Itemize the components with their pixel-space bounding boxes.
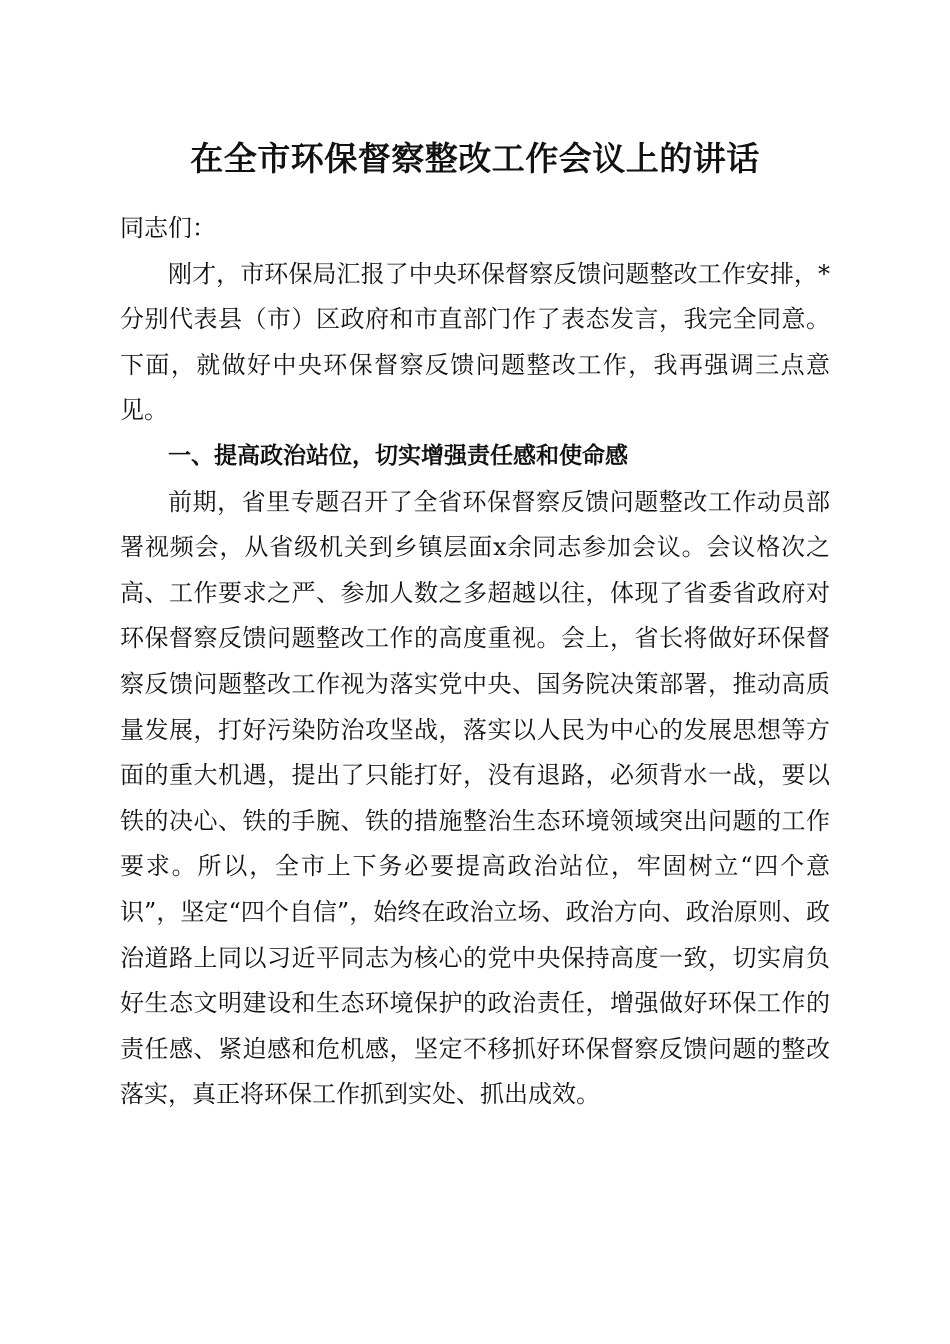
document-body xyxy=(120,206,830,1118)
document-title: 在全市环保督察整改工作会议上的讲话 xyxy=(190,139,760,178)
greeting: 同志们： xyxy=(120,214,216,242)
section-heading-1: 一、提高政治站位，切实增强责任感和使命感 xyxy=(168,442,628,469)
intro-paragraph: 刚才，市环保局汇报了中央环保督察反馈问题整改工作安排，*分别代表县（市）区政府和市直部门作了表态发言，我完全同意。下面，就做好中央环保督察反馈问题整改工作，我再强调三点意见。 xyxy=(120,259,830,425)
section-1-paragraph: 前期，省里专题召开了全省环保督察反馈问题整改工作动员部署视频会，从省级机关到乡镇层面x余同志参加会议。会议格次之高、工作要求之严、参加人数之多超越以往，体现了省委省政府对环保督察反馈问题整改工作的高度重视。会上，省长将做好环保督察反馈问题整改工作视为落实党中央、国务院决策部署，推动高质量发展，打好污染防治攻坚战，落实以人民为中心的发展思想等方面的重大机遇，提出了只能打好，没有退路，必须背水一战，要以铁的决心、铁的手腕、铁的措施整治生态环境领域突出问题的工作要求。所以，全市上下务必要提高政治站位，牢固树立“四个意识”，坚定“四个自信”，始终在政治立场、政治方向、政治原则、政治道路上同以习近平同志为核心的党中央保持高度一致，切实肩负好生态文明建设和生态环境保护的政治责任，增强做好环保工作的责任感、紧迫感和危机感，坚定不移抓好环保督察反馈问题的整改落实，真正将环保工作抓到实处、抓出成效。 xyxy=(120,487,830,1109)
